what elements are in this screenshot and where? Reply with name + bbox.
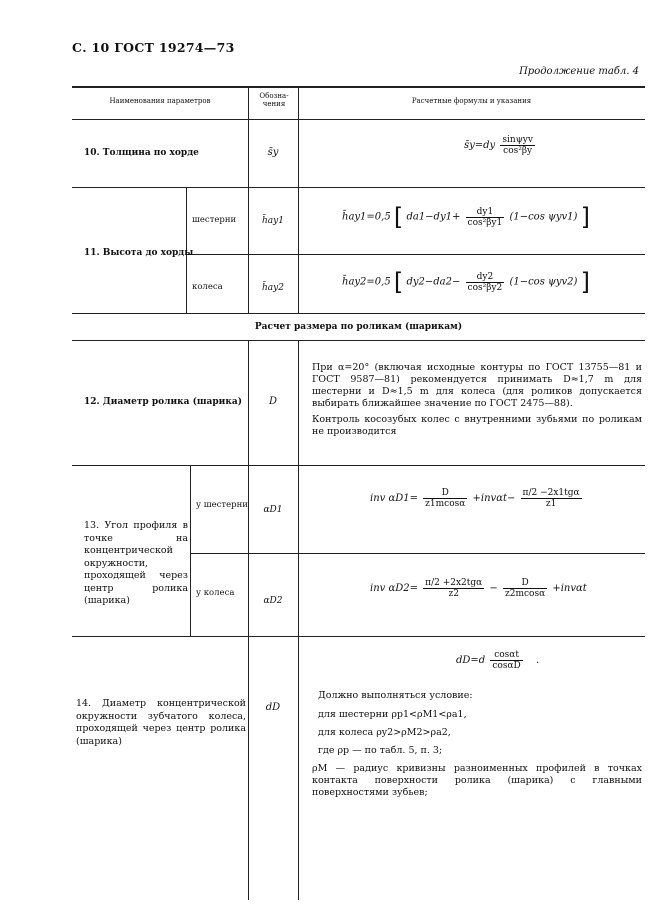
column-header-parameters: Наименования параметров [109, 97, 211, 105]
subparam-pinion: шестерни [192, 215, 237, 225]
row-divider [72, 187, 645, 188]
table-top-rule [72, 86, 645, 88]
fraction-numerator: D [441, 488, 449, 498]
fraction-denominator: cos²βy2 [467, 282, 503, 293]
fraction-numerator: sinψyv [502, 135, 533, 145]
fraction-numerator: dy1 [476, 206, 494, 217]
subparam-gear: у колеса [196, 588, 235, 598]
formula-term: (1−cos ψyv1) [509, 211, 578, 223]
fraction-numerator: cosαt [494, 650, 519, 660]
column-rule [248, 86, 249, 313]
param-profile-angle: 13. Угол профиля в точке на концентрической окружности, проходящей через центр ролика (шарика) [84, 520, 188, 607]
symbol-chord-height-gear: h̄ay2 [262, 283, 284, 293]
fraction-numerator: dy2 [476, 271, 494, 282]
condition-gear: для колеса ρy2>ρM2>ρa2, [318, 727, 451, 738]
formula-fraction [466, 207, 505, 228]
header-bottom-rule [72, 119, 645, 120]
column-rule [298, 340, 299, 900]
param-chord-height: 11. Высота до хорды [84, 248, 194, 258]
formula-period: . [535, 655, 540, 666]
bracket-close: ] [580, 268, 590, 296]
bracket-open: [ [393, 268, 404, 296]
column-header-symbols: Обозна-чения [259, 92, 289, 109]
formula-term: +invαt [552, 583, 587, 594]
formula-fraction [466, 272, 505, 293]
column-rule [298, 86, 299, 313]
formula-term: da1−dy1+ [406, 211, 461, 223]
formula-chord-height-gear [342, 268, 590, 296]
formula-fraction [490, 650, 522, 671]
formula-lhs: inv αD1= [370, 493, 418, 504]
formula-term: dy2−da2− [406, 276, 461, 288]
row-divider [186, 254, 645, 255]
column-rule [248, 340, 249, 900]
fraction-numerator: D [521, 578, 529, 588]
fraction-denominator: z1mcosα [425, 499, 466, 509]
formula-fraction [521, 488, 582, 509]
row-divider [72, 340, 645, 341]
param-roller-diameter: 12. Диаметр ролика (шарика) [84, 397, 242, 407]
formula-fraction [423, 578, 484, 599]
formula-term: (1−cos ψyv2) [509, 276, 578, 288]
page-title: С. 10 ГОСТ 19274—73 [72, 40, 235, 55]
roller-diameter-note: Контроль косозубых колес с внутренними зубьями по роликам не производится [312, 414, 642, 438]
condition-reference: где ρp — по табл. 5, п. 3; [318, 745, 443, 756]
formula-fraction [503, 578, 547, 599]
condition-curvature-note: ρM — радиус кривизны разноименных профилей в точках контакта поверхности ролика (шарика) с главными поверхностями зубьев; [312, 763, 642, 799]
fraction-denominator: z2mcosα [505, 589, 546, 599]
table-continuation-label: Продолжение табл. 4 [519, 66, 639, 77]
subparam-gear: колеса [192, 282, 223, 292]
condition-heading: Должно выполняться условие: [318, 690, 473, 701]
fraction-denominator: cos²βy1 [467, 217, 503, 228]
symbol-profile-angle-pinion: αD1 [263, 505, 283, 515]
fraction-denominator: z2 [423, 588, 484, 599]
formula-profile-angle-gear [370, 578, 587, 599]
condition-pinion: для шестерни ρp1<ρM1<ρa1, [318, 709, 467, 720]
formula-chord-height-pinion [342, 203, 590, 231]
formula-concentric-diameter [456, 650, 539, 671]
formula-fraction [500, 135, 535, 156]
symbol-chord-height-pinion: h̄ay1 [262, 216, 284, 226]
row-divider [72, 313, 645, 314]
roller-diameter-recommendation: При α=20° (включая исходные контуры по ГОСТ 13755—81 и ГОСТ 9587—81) рекомендуется принимать D≈1,7 m для шестерни и D≈1,5 m для колеса (для роликов допускается выбирать ближайшее значение по ГОСТ 2475—88). [312, 362, 642, 410]
formula-term: − [489, 583, 498, 594]
formula-lhs: h̄ay2=0,5 [342, 276, 391, 288]
formula-chord-thickness [464, 135, 537, 156]
column-rule [190, 465, 191, 636]
formula-lhs: s̄y=dy [464, 140, 496, 151]
symbol-profile-angle-gear: αD2 [263, 596, 283, 606]
section-heading: Расчет размера по роликам (шарикам) [254, 322, 463, 332]
formula-fraction [423, 488, 467, 509]
symbol-chord-thickness: s̄y [267, 147, 279, 158]
row-divider [72, 636, 645, 637]
fraction-denominator: z1 [521, 498, 582, 509]
formula-lhs: dD=d [456, 655, 486, 666]
bracket-close: ] [580, 203, 590, 231]
formula-lhs: h̄ay1=0,5 [342, 211, 391, 223]
bracket-open: [ [393, 203, 404, 231]
formula-lhs: inv αD2= [370, 583, 418, 594]
row-divider [190, 553, 645, 554]
fraction-numerator: π/2 −2x1tgα [522, 488, 580, 498]
row-divider [72, 465, 645, 466]
param-concentric-diameter: 14. Диаметр концентрической окружности зубчатого колеса, проходящей через центр ролика (шарика) [76, 698, 246, 747]
fraction-numerator: π/2 +2x2tgα [425, 578, 483, 588]
param-chord-thickness: 10. Толщина по хорде [84, 148, 199, 158]
symbol-roller-diameter: D [268, 396, 278, 407]
subparam-pinion: у шестерни [196, 500, 248, 510]
fraction-denominator: cos²βy [500, 145, 535, 156]
column-header-formulas: Расчетные формулы и указания [411, 97, 532, 105]
formula-term: +invαt− [472, 493, 516, 504]
fraction-denominator: cosαD [492, 661, 521, 671]
formula-profile-angle-pinion [370, 488, 584, 509]
symbol-concentric-diameter: dD [265, 702, 281, 713]
